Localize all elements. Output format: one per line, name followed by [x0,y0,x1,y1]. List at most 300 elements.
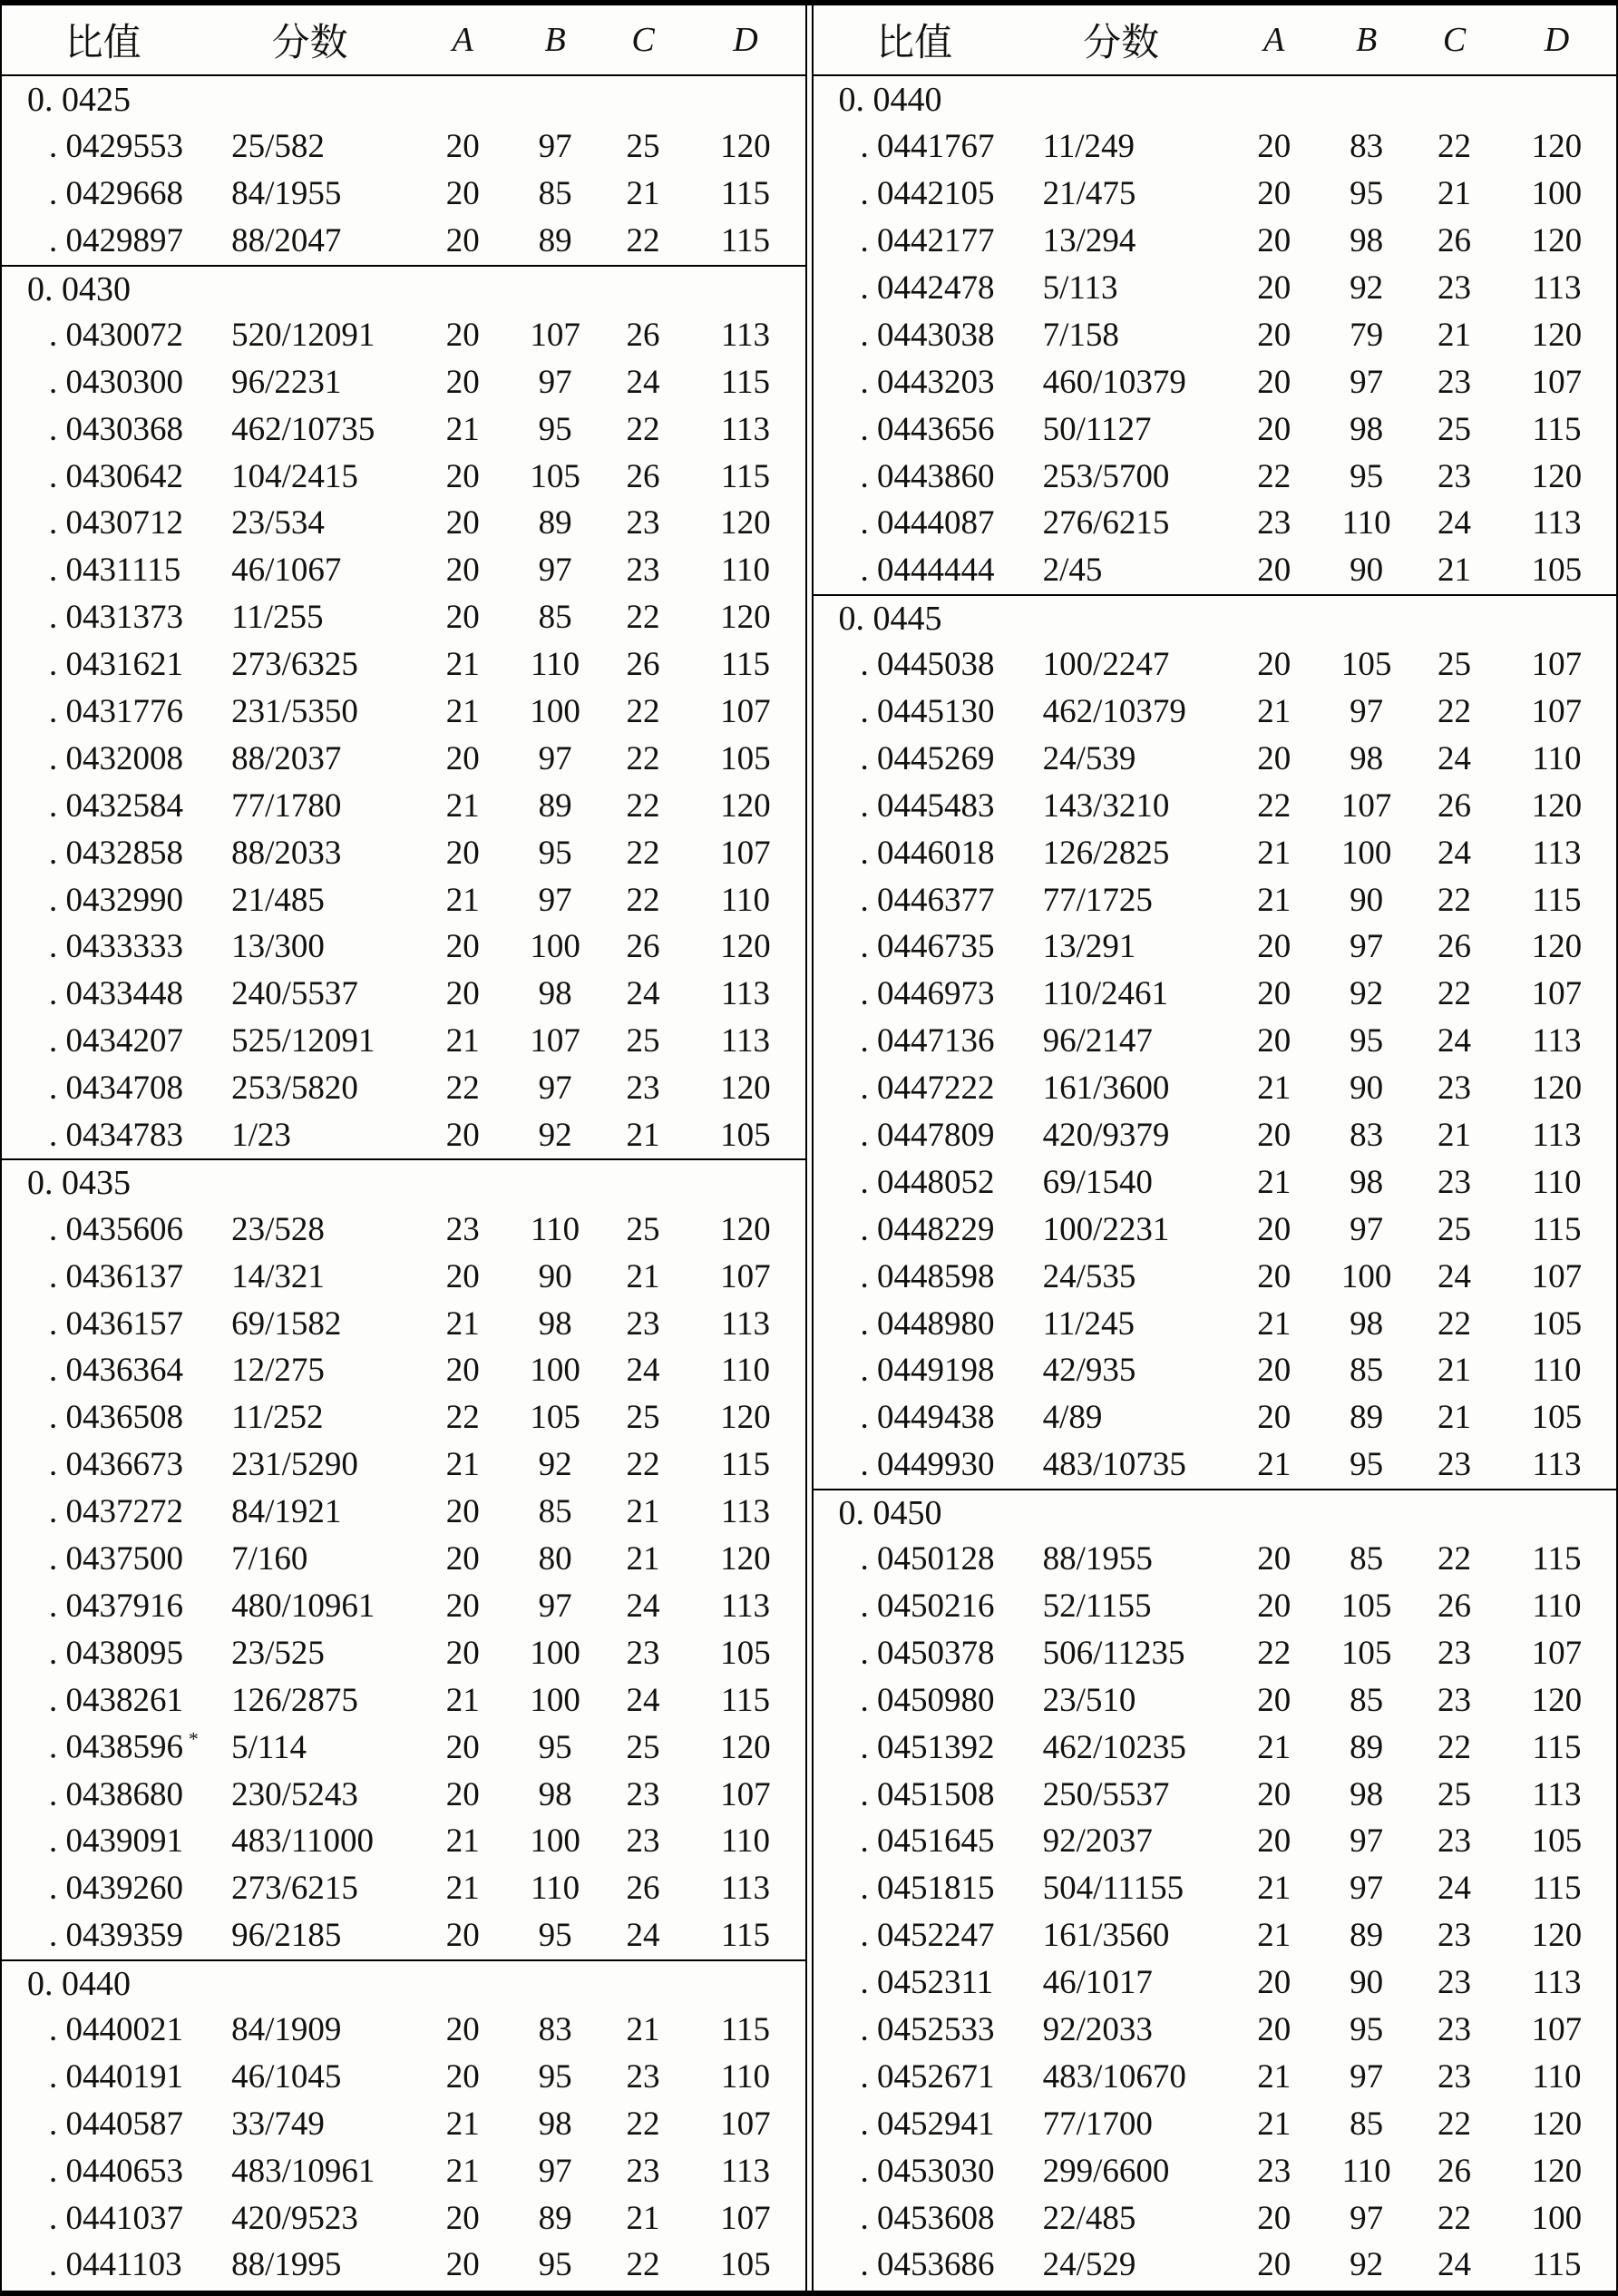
cell-ratio: . 0436364 [49,1352,183,1390]
cell-c: 23 [626,504,660,542]
cell-ratio: . 0429897 [49,222,183,260]
cell-ratio: . 0429553 [49,128,183,166]
cell-a: 20 [1257,175,1291,213]
cell-b: 83 [538,2010,572,2048]
cell-b: 95 [538,1917,572,1955]
section-row [2,1158,805,1206]
cell-d: 110 [1532,1352,1582,1390]
table-row [2,1676,805,1724]
section-label: 0. 0440 [27,1964,131,2003]
cell-c: 21 [626,2010,660,2048]
cell-fraction: 50/1127 [1042,410,1152,448]
cell-fraction: 11/245 [1042,1304,1136,1343]
cell-c: 26 [1438,928,1472,966]
cell-a: 21 [1257,693,1291,731]
cell-b: 79 [1350,316,1384,354]
section-label: 0. 0450 [838,1493,942,1532]
cell-d: 113 [1532,1775,1582,1813]
table-row [2,1300,805,1347]
cell-c: 23 [1438,1917,1472,1955]
table-row [2,1865,805,1912]
table-row [814,1206,1617,1253]
cell-ratio: . 0433448 [49,975,183,1013]
cell-ratio: . 0447222 [860,1070,995,1108]
cell-ratio: . 0445130 [860,693,995,731]
cell-fraction: 88/2047 [231,222,342,260]
cell-a: 20 [445,2199,480,2237]
cell-b: 89 [1350,1917,1384,1955]
cell-d: 107 [1531,2010,1583,2048]
table-row [2,689,805,736]
cell-a: 21 [1257,1870,1291,1908]
table-row [814,405,1617,453]
cell-ratio: . 0443038 [860,316,995,354]
cell-a: 21 [445,1304,480,1343]
cell-b: 107 [530,316,580,354]
cell-b: 90 [1350,1964,1384,2002]
cell-d: 107 [1531,1634,1583,1672]
cell-fraction: 23/510 [1042,1681,1136,1719]
col-header-fraction: 分数 [1083,23,1160,64]
cell-a: 20 [1257,739,1291,777]
cell-b: 90 [538,1257,572,1295]
table-row [2,123,805,171]
cell-ratio: . 0449198 [860,1352,995,1390]
cell-a: 20 [445,975,480,1013]
cell-fraction: 92/2037 [1042,1822,1153,1861]
cell-b: 98 [538,975,572,1013]
cell-a: 21 [445,2152,480,2190]
cell-ratio: . 0445038 [860,646,995,684]
cell-d: 120 [720,928,771,966]
cell-a: 20 [445,834,480,872]
cell-d: 107 [1531,646,1583,684]
cell-d: 120 [720,128,771,166]
cell-fraction: 7/158 [1042,316,1119,354]
cell-c: 26 [626,646,660,684]
table-row [2,2100,805,2147]
cell-b: 98 [538,1304,572,1343]
col-header-d: D [1544,21,1570,59]
cell-b: 97 [538,128,572,166]
cell-a: 22 [445,1399,480,1437]
cell-d: 115 [720,1446,770,1484]
cell-d: 110 [1532,1163,1582,1201]
cell-d: 115 [720,2010,770,2048]
cell-b: 97 [538,2152,572,2190]
cell-ratio: . 0445483 [860,787,995,825]
cell-d: 115 [1532,410,1582,448]
cell-c: 22 [1438,2199,1472,2237]
cell-d: 115 [1532,1540,1582,1578]
cell-b: 105 [530,1399,580,1437]
cell-ratio: . 0447136 [860,1022,995,1060]
cell-c: 26 [626,457,660,495]
cell-fraction: 84/1909 [231,2010,342,2048]
cell-fraction: 21/475 [1042,175,1136,213]
cell-c: 22 [626,787,660,825]
cell-b: 89 [1350,1728,1384,1766]
cell-c: 21 [1438,1399,1472,1437]
cell-fraction: 276/6215 [1042,504,1170,542]
cell-d: 120 [1531,787,1583,825]
table-row [814,1018,1617,1065]
cell-b: 85 [1350,2105,1384,2143]
cell-fraction: 77/1725 [1042,881,1153,919]
cell-fraction: 33/749 [231,2105,325,2143]
cell-ratio: . 0436673 [49,1446,183,1484]
table-row [2,500,805,547]
cell-b: 100 [530,1634,580,1672]
cell-b: 97 [538,739,572,777]
cell-c: 26 [626,1870,660,1908]
table-row [814,500,1617,547]
table-row [2,1347,805,1394]
cell-d: 120 [1531,1917,1583,1955]
cell-fraction: 46/1067 [231,552,342,590]
cell-fraction: 96/2231 [231,363,342,401]
cell-c: 25 [626,1728,660,1766]
cell-ratio: . 0443656 [860,410,995,448]
table-row [814,829,1617,876]
cell-ratio: . 0435606 [49,1210,183,1248]
cell-ratio: . 0437500 [49,1540,183,1578]
cell-b: 90 [1350,1070,1384,1108]
cell-fraction: 420/9379 [1042,1117,1170,1155]
cell-d: 110 [1532,1587,1582,1625]
header-row-left [2,5,805,76]
cell-a: 20 [1257,1399,1291,1437]
table-row [814,547,1617,594]
cell-ratio: . 0452941 [860,2105,995,2143]
cell-d: 113 [1532,1117,1582,1155]
cell-ratio: . 0434783 [49,1117,183,1155]
cell-d: 120 [720,787,771,825]
cell-ratio: . 0450128 [860,1540,995,1578]
cell-ratio: . 0430368 [49,410,183,448]
cell-c: 24 [626,1681,660,1719]
cell-c: 25 [626,1399,660,1437]
cell-a: 20 [1257,222,1291,260]
table-row [814,1724,1617,1771]
cell-fraction: 5/113 [1042,269,1118,307]
table-row [814,358,1617,405]
cell-a: 21 [1257,2057,1291,2096]
footnote-star: * [189,1728,199,1751]
right-rows [814,76,1617,2291]
cell-ratio: . 0444444 [860,552,995,590]
cell-a: 21 [1257,1163,1291,1201]
table-row [814,689,1617,736]
table-row [814,2147,1617,2194]
cell-d: 110 [1532,739,1582,777]
table-row [814,171,1617,218]
section-label: 0. 0445 [838,599,942,638]
cell-a: 21 [445,410,480,448]
cell-a: 20 [1257,1352,1291,1390]
cell-fraction: 100/2247 [1042,646,1170,684]
cell-ratio: . 0430712 [49,504,183,542]
cell-a: 20 [445,1587,480,1625]
table-row [814,971,1617,1018]
cell-c: 24 [626,1587,660,1625]
section-row [2,265,805,312]
cell-ratio: . 0453686 [860,2246,995,2284]
cell-d: 105 [1531,1304,1583,1343]
cell-a: 23 [1257,504,1291,542]
table-row [814,1818,1617,1865]
cell-c: 23 [626,1070,660,1108]
cell-c: 23 [626,1634,660,1672]
cell-fraction: 92/2033 [1042,2010,1153,2048]
cell-ratio: . 0453608 [860,2199,995,2237]
cell-a: 21 [1257,1917,1291,1955]
cell-c: 24 [1438,739,1472,777]
table-row [2,1018,805,1065]
cell-b: 98 [538,2105,572,2143]
cell-ratio: . 0436137 [49,1257,183,1295]
cell-fraction: 88/2037 [231,739,342,777]
cell-c: 21 [626,1257,660,1295]
table-row [814,2053,1617,2100]
cell-fraction: 69/1582 [231,1304,342,1343]
cell-a: 20 [445,2010,480,2048]
cell-b: 89 [538,222,572,260]
cell-a: 21 [1257,834,1291,872]
cell-ratio: . 0452311 [860,1964,994,2002]
cell-b: 97 [1350,2199,1384,2237]
cell-a: 21 [445,881,480,919]
cell-ratio: . 0443860 [860,457,995,495]
cell-b: 98 [1350,410,1384,448]
cell-b: 110 [531,646,580,684]
cell-d: 105 [720,1117,771,1155]
cell-d: 115 [1532,1210,1582,1248]
cell-a: 20 [445,1775,480,1813]
cell-a: 20 [1257,552,1291,590]
cell-d: 113 [720,1022,770,1060]
cell-b: 85 [1350,1352,1384,1390]
cell-b: 105 [1340,1587,1392,1625]
cell-a: 20 [1257,1022,1291,1060]
cell-d: 113 [720,1870,770,1908]
cell-a: 20 [1257,316,1291,354]
cell-d: 115 [1532,1870,1582,1908]
cell-c: 24 [626,1352,660,1390]
cell-ratio: . 0448980 [860,1304,995,1343]
table-row [814,1441,1617,1489]
cell-c: 26 [626,316,660,354]
cell-c: 21 [1438,552,1472,590]
cell-a: 20 [445,1257,480,1295]
cell-b: 92 [1350,975,1384,1013]
table-row [2,2007,805,2054]
table-row [2,2242,805,2289]
cell-fraction: 25/582 [231,128,325,166]
cell-d: 115 [1532,1728,1582,1766]
cell-fraction: 84/1955 [231,175,342,213]
cell-ratio: . 0453030 [860,2152,995,2190]
cell-d: 120 [720,1210,771,1248]
table-row [2,1536,805,1583]
cell-d: 107 [1531,975,1583,1013]
cell-fraction: 52/1155 [1042,1587,1152,1625]
table-row [2,829,805,876]
cell-d: 115 [1532,881,1582,919]
col-header-a: A [1263,21,1285,59]
cell-fraction: 23/534 [231,504,325,542]
cell-d: 107 [720,834,771,872]
cell-a: 20 [1257,1210,1291,1248]
cell-ratio: . 0451392 [860,1728,995,1766]
cell-a: 20 [445,457,480,495]
cell-ratio: . 0442177 [860,222,995,260]
cell-d: 113 [720,410,770,448]
cell-fraction: 1/23 [231,1117,291,1155]
cell-ratio: . 0434708 [49,1070,183,1108]
cell-ratio: . 0444087 [860,504,995,542]
table-row [814,2007,1617,2054]
cell-a: 21 [1257,1446,1291,1484]
cell-a: 22 [445,1070,480,1108]
cell-fraction: 483/10961 [231,2152,375,2190]
cell-a: 21 [445,1022,480,1060]
cell-ratio: . 0432858 [49,834,183,872]
cell-b: 97 [1350,928,1384,966]
cell-ratio: . 0438261 [49,1681,183,1719]
cell-a: 21 [1257,1304,1291,1343]
cell-a: 21 [1257,2105,1291,2143]
cell-a: 21 [445,1681,480,1719]
cell-c: 23 [626,1304,660,1343]
cell-fraction: 460/10379 [1042,363,1186,401]
section-row [2,76,805,123]
cell-c: 24 [626,975,660,1013]
cell-ratio: . 0433333 [49,928,183,966]
cell-c: 22 [626,599,660,637]
cell-b: 97 [538,552,572,590]
cell-c: 22 [1438,693,1472,731]
col-header-b: B [544,21,566,59]
cell-c: 23 [1438,1446,1472,1484]
cell-a: 21 [445,693,480,731]
left-rows [2,76,805,2291]
cell-a: 20 [1257,1587,1291,1625]
table-row [814,1865,1617,1912]
cell-d: 110 [720,1352,770,1390]
cell-d: 120 [720,1728,771,1766]
cell-a: 20 [1257,2010,1291,2048]
table-row [814,782,1617,829]
cell-c: 22 [1438,1304,1472,1343]
cell-a: 20 [1257,1540,1291,1578]
cell-fraction: 520/12091 [231,316,375,354]
cell-c: 21 [626,2199,660,2237]
cell-a: 20 [445,1728,480,1766]
cell-fraction: 126/2875 [231,1681,358,1719]
cell-a: 21 [445,787,480,825]
cell-ratio: . 0439359 [49,1917,183,1955]
table-row [814,265,1617,312]
cell-ratio: . 0430642 [49,457,183,495]
cell-d: 100 [1531,2199,1583,2237]
cell-ratio: . 0434207 [49,1022,183,1060]
header-row-right [814,5,1617,76]
table-row [2,1253,805,1300]
cell-c: 21 [1438,1117,1472,1155]
cell-c: 23 [1438,1163,1472,1201]
cell-d: 120 [720,1070,771,1108]
cell-b: 95 [1350,2010,1384,2048]
cell-b: 85 [1350,1540,1384,1578]
cell-b: 95 [538,410,572,448]
cell-a: 22 [1257,787,1291,825]
cell-b: 110 [531,1210,580,1248]
cell-c: 22 [1438,975,1472,1013]
cell-ratio: . 0450378 [860,1634,995,1672]
cell-c: 23 [1438,1070,1472,1108]
cell-d: 107 [720,2199,771,2237]
cell-fraction: 22/485 [1042,2199,1136,2237]
table-row [2,876,805,923]
section-row [814,594,1617,641]
cell-c: 23 [1438,269,1472,307]
cell-d: 113 [720,316,770,354]
cell-c: 24 [1438,1870,1472,1908]
table-row [2,1629,805,1676]
cell-d: 115 [720,1917,770,1955]
cell-d: 120 [1531,1070,1583,1108]
cell-fraction: 96/2147 [1042,1022,1153,1060]
cell-ratio: . 0431115 [49,552,181,590]
cell-d: 120 [1531,2152,1583,2190]
cell-b: 97 [538,881,572,919]
cell-fraction: 480/10961 [231,1587,375,1625]
cell-d: 113 [1532,504,1582,542]
cell-c: 23 [626,1775,660,1813]
cell-a: 20 [445,316,480,354]
table-row [814,1347,1617,1394]
cell-d: 110 [720,2057,770,2096]
cell-d: 100 [1531,175,1583,213]
cell-b: 105 [1340,1634,1392,1672]
cell-b: 97 [1350,1870,1384,1908]
cell-b: 95 [538,1728,572,1766]
cell-fraction: 24/535 [1042,1257,1136,1295]
cell-a: 20 [1257,410,1291,448]
cell-b: 92 [1350,2246,1384,2284]
table-row [2,923,805,971]
cell-d: 115 [720,646,770,684]
table-row [2,641,805,689]
cell-ratio: . 0440587 [49,2105,183,2143]
cell-c: 23 [626,1822,660,1861]
table-row [2,735,805,782]
cell-fraction: 126/2825 [1042,834,1170,872]
cell-d: 113 [720,1587,770,1625]
cell-d: 115 [720,222,770,260]
cell-c: 24 [626,1917,660,1955]
cell-fraction: 4/89 [1042,1399,1103,1437]
cell-a: 20 [1257,1117,1291,1155]
cell-c: 25 [1438,1775,1472,1813]
cell-ratio: . 0438596 * [49,1728,199,1766]
cell-ratio: . 0438095 [49,1634,183,1672]
table-row [2,1394,805,1441]
cell-fraction: 77/1700 [1042,2105,1153,2143]
table-row [2,1489,805,1536]
cell-d: 113 [720,2152,770,2190]
